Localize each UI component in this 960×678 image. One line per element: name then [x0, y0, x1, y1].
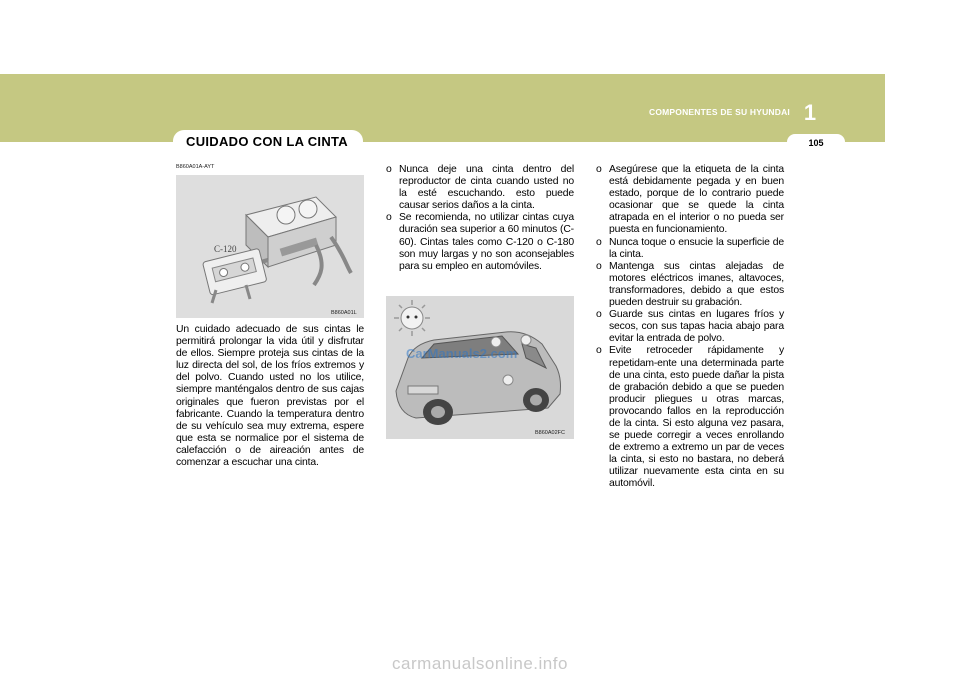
car-sun-drawing [386, 296, 574, 439]
bullet-marker: o [596, 309, 602, 321]
car-sun-illustration [386, 296, 574, 439]
cassette-label: C-120 [214, 244, 237, 254]
section-title: CUIDADO CON LA CINTA [186, 134, 348, 149]
image-watermark: CarManuals2.com [406, 346, 518, 361]
list-item: o Evite retroceder rápidamente y repetidam-ente una determinada parte de una cinta, esto puede dañar la pista de grabación debido a que se pueden producir pliegues u otras marcas, provocando fallos en la reproducción de la cinta. Si esto alguna vez pasara, se puede corregir a veces enrollando de extremo a extremo un par de veces la cinta, si esto no bastara, no deberá utilizar nuevamente esta cinta en su automóvil. [596, 345, 784, 490]
list-item: o Se recomienda, no utilizar cintas cuya duración sea superior a 60 minutos (C-60). Cintas tales como C-120 o C-180 son muy largas y no son aconsejables para su empleo en automóviles. [386, 212, 574, 272]
chapter-number: 1 [803, 100, 817, 125]
list-item: o Nunca toque o ensucie la superficie de la cinta. [596, 236, 784, 260]
bullet-marker: o [596, 236, 602, 248]
image-code-2: B860A02FC [535, 430, 565, 436]
section-code: B860A01A-AYT [176, 164, 215, 170]
list-item: o Guarde sus cintas en lugares fríos y secos, con sus tapas hacia abajo para evitar la entrada de polvo. [596, 309, 784, 345]
bullet-marker: o [386, 212, 392, 224]
bullet-marker: o [596, 345, 602, 357]
column-3-list [596, 164, 784, 491]
cassette-player-drawing [176, 175, 364, 318]
column-2-list [386, 164, 574, 273]
list-item: o Asegúrese que la etiqueta de la cinta está debidamente pegada y en buen estado, porque de lo contrario puede ocasionar que se quede la cinta atrapada en el interior o no pueda ser puesta en funcionamiento. [596, 164, 784, 236]
bullet-marker: o [596, 260, 602, 272]
page-number: 105 [808, 138, 824, 148]
chapter-title: COMPONENTES DE SU HYUNDAI [648, 107, 790, 117]
intro-paragraph: Un cuidado adecuado de sus cintas le permitirá prolongar la vida útil y disfrutar de ellos. Siempre proteja sus cintas de la luz directa del sol, de los fríos extremos y del polvo. Cuando usted no los utilice, siempre manténgalos dentro de sus cajas originales que fueron previstas por el fabricante. Cuando la temperatura dentro de su vehículo sea muy extrema, espere que esta se normalice por el sistema de calefacción o de aireación antes de comenzar a escuchar una cinta. [176, 324, 364, 469]
list-item: o Nunca deje una cinta dentro del reproductor de cinta cuando usted no la esté escuchando. esto puede causar serios daños a la cinta. [386, 164, 574, 212]
list-item: o Mantenga sus cintas alejadas de motores eléctricos imanes, altavoces, transformadores, debido a que estos pueden destruir su grabación. [596, 260, 784, 309]
bullet-marker: o [596, 164, 602, 175]
bullet-marker: o [386, 164, 392, 175]
image-code-1: B860A01L [331, 310, 357, 316]
site-watermark: carmanualsonline.info [392, 654, 568, 673]
cassette-player-illustration [176, 175, 364, 318]
header-right-margin [885, 74, 960, 142]
